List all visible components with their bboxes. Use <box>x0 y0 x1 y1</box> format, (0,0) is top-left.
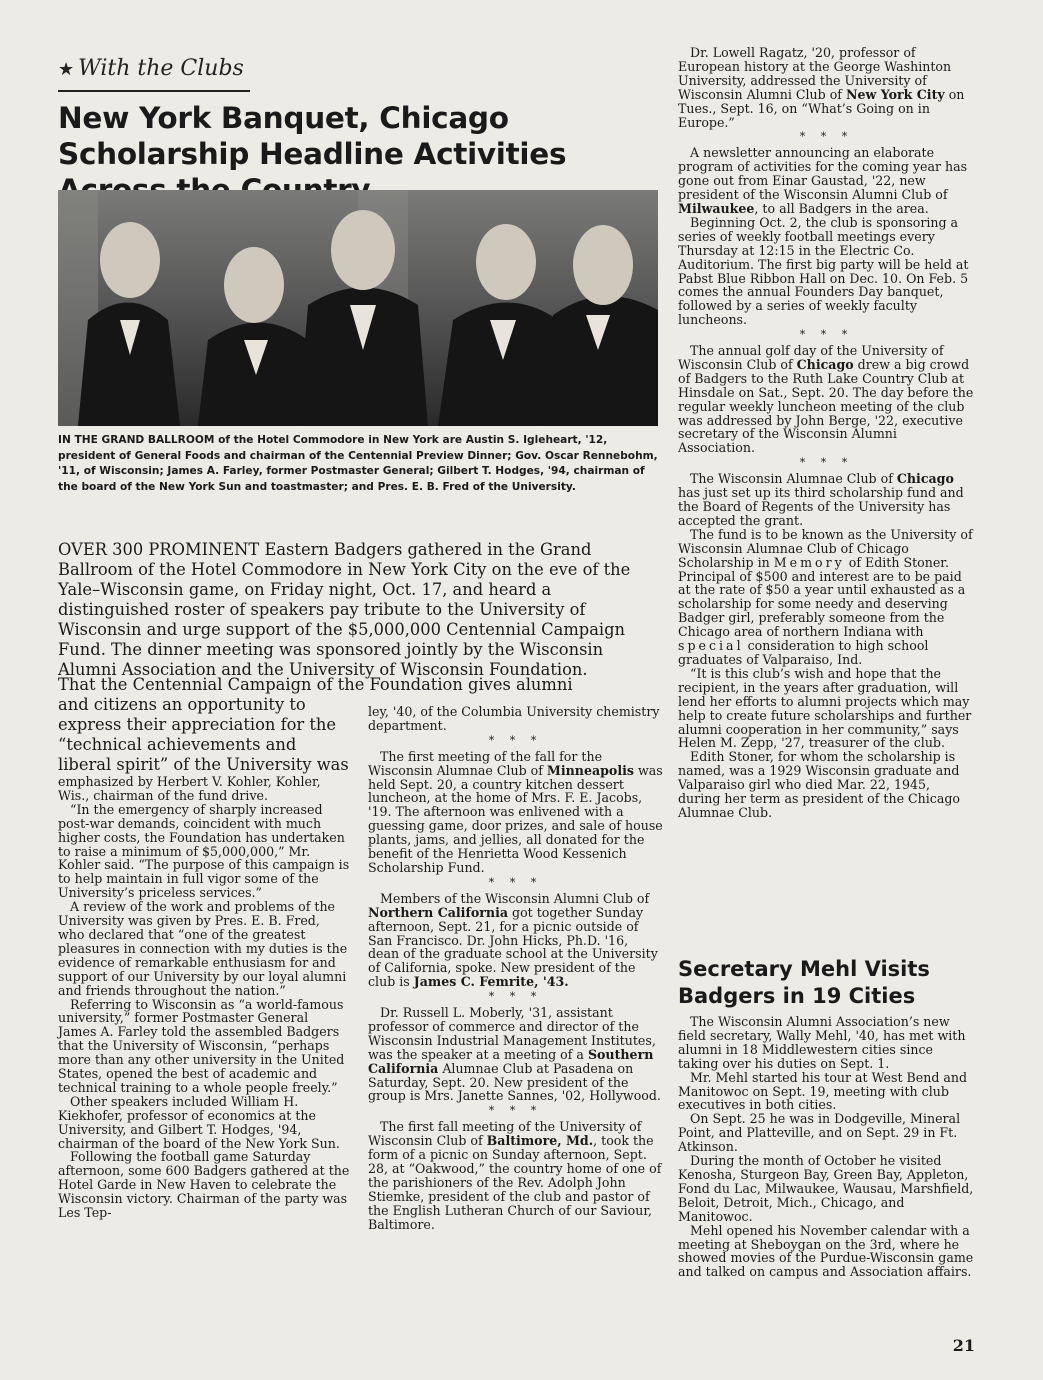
paragraph: On Sept. 25 he was in Dodgeville, Mineral Point, and Platteville, and on Sept. 29 in Ft. Atkinson. <box>678 1111 961 1155</box>
article-column-2 <box>368 705 663 1232</box>
article-column-1 <box>58 695 350 1220</box>
paragraph: and citizens an opportunity to express their appreciation for the “technical achievements and liberal spirit” of the University was <box>58 695 349 774</box>
paragraph: Other speakers included William H. Kiekhofer, professor of economics at the University, and Gilbert T. Hodges, '94, chairman of the board of the New York Sun. <box>58 1093 340 1151</box>
paragraph: During the month of October he visited Kenosha, Sturgeon Bay, Green Bay, Appleton, Fond du Lac, Milwaukee, Wausau, Marshfield, Beloit, Detroit, Mich., Chicago, and Manitowoc. <box>678 1153 974 1224</box>
paragraph: The Wisconsin Alumnae Club of Chicago has just set up its third scholarship fund and the Board of Regents of the University has accepted the grant. <box>678 471 964 528</box>
section-label: With the Clubs <box>78 56 244 81</box>
paragraph: Dr. Lowell Ragatz, '20, professor of European history at the George Washinton University, addressed the University of Wisconsin Alumni Club of New York City on Tues., Sept. 16, on “What’s Going on in Europe.” <box>678 45 965 130</box>
article-column-3 <box>678 46 975 820</box>
paragraph: Following the football game Saturday afternoon, some 600 Badgers gathered at the Hotel Garde in New Haven to celebrate the Wisconsin victory. Chairman of the party was Les Tep- <box>58 1149 350 1221</box>
separator: * * * <box>799 456 854 470</box>
separator: * * * <box>799 328 854 342</box>
section-heading <box>58 56 258 81</box>
paragraph: Edith Stoner, for whom the scholarship is named, was a 1929 Wisconsin graduate and Valparaiso girl who died Mar. 22, 1945, during her term as president of the Chicago Alumnae Club. <box>678 749 961 820</box>
separator: * * * <box>799 130 854 144</box>
paragraph: Mr. Mehl started his tour at West Bend and Manitowoc on Sept. 19, meeting with club executives in both cities. <box>678 1069 968 1113</box>
separator: * * * <box>488 875 543 889</box>
page-number: 21 <box>952 1336 975 1355</box>
section-rule <box>58 90 250 92</box>
group-photo <box>58 190 658 426</box>
paragraph: The annual golf day of the University of Wisconsin Club of Chicago drew a big crowd of Badgers to the Ruth Lake Country Club at Hinsdale on Sat., Sept. 20. The day before the regular weekly luncheon meeting of the club was addressed by John Berge, '22, executive secretary of the Wisconsin Alumni Association. <box>678 343 974 456</box>
separator: * * * <box>488 1104 543 1118</box>
photo-illustration <box>58 190 658 426</box>
paragraph: ley, '40, of the Columbia University chemistry department. <box>368 704 660 733</box>
paragraph: “It is this club’s wish and hope that the recipient, in the years after graduation, will lend her efforts to alumni projects which may help to create future scholarships and further alumni cooperation in her community,” says Helen M. Zepp, '27, treasurer of the club. <box>678 665 972 751</box>
paragraph: The Wisconsin Alumni Association’s new field secretary, Wally Mehl, '40, has met with alumni in 18 Middlewestern cities since taking over his duties on Sept. 1. <box>678 1014 966 1071</box>
separator: * * * <box>488 990 543 1004</box>
paragraph: Beginning Oct. 2, the club is sponsoring a series of weekly football meetings every Thursday at 12:15 in the Electric Co. Auditorium. The first big party will be held at Pabst Blue Ribbon Hall on Dec. 10. On Feb. 5 comes the annual Founders Day banquet, followed by a series of weekly faculty luncheons. <box>678 214 969 328</box>
article-column-3-secondary <box>678 1015 975 1279</box>
paragraph: A review of the work and problems of the University was given by Pres. E. B. Fred, who declared that “one of the greatest pleasures in connection with my duties is the evidence of remarkable enthusiasm for and support of our University by our loyal alumni and friends throughout the nation.” <box>58 899 348 998</box>
subheadline: Secretary Mehl Visits Badgers in 19 Cities <box>678 957 930 1008</box>
paragraph: Mehl opened his November calendar with a meeting at Sheboygan on the 3rd, where he showed movies of the Purdue-Wisconsin game and talked on campus and Association affairs. <box>678 1222 974 1280</box>
paragraph: The first meeting of the fall for the Wisconsin Alumnae Club of Minneapolis was held Sept. 20, a country kitchen dessert luncheon, at the home of Mrs. F. E. Jacobs, '19. The afternoon was enlivened with a guessing game, door prizes, and sale of house plants, jams, and jellies, all donated for the benefit of the Henrietta Wood Kessenich Scholarship Fund. <box>368 748 663 875</box>
lead-continuation: That the Centennial Campaign of the Foundation gives alumni <box>58 675 573 694</box>
paragraph: The first fall meeting of the University of Wisconsin Club of Baltimore, Md., took the form of a picnic on Sunday afternoon, Sept. 28, at “Oakwood,” the country home of one of the parishioners of the Rev. Adolph John Stiemke, president of the club and pastor of the English Lutheran Church of our Saviour, Baltimore. <box>368 1119 662 1232</box>
paragraph: Referring to Wisconsin as “a world-famous university,” former Postmaster General James A. Farley told the assembled Badgers that the University of Wisconsin, “perhaps more than any other university in the United States, opened the best of academic and technical training to a whole people freely.” <box>58 996 345 1095</box>
star-icon: ★ <box>58 59 75 80</box>
paragraph: Members of the Wisconsin Alumni Club of Northern California got together Sunday afternoon, Sept. 21, for a picnic outside of San Francisco. Dr. John Hicks, Ph.D. '16, dean of the graduate school at the University of California, spoke. New president of the club is James C. Femrite, '43. <box>368 890 658 990</box>
separator: * * * <box>488 733 543 747</box>
headline: New York Banquet, Chicago Scholarship Headline Activities <box>58 101 567 171</box>
paragraph: Dr. Russell L. Moberly, '31, assistant professor of commerce and director of the Wisconsin Industrial Management Institutes, was the speaker at a meeting of a Southern California Alumnae Club at Pasadena on Saturday, Sept. 20. New president of the group is Mrs. Janette Sannes, '02, Hollywood. <box>368 1005 661 1104</box>
paragraph: The fund is to be known as the University of Wisconsin Alumnae Club of Chicago Scholarship in Memory of Edith Stoner. Principal of $500 and interest are to be paid at the rate of $50 a year until exhausted as a scholarship for some needy and deserving Badger girl, preferably someone from the Chicago area of northern Indiana with special consideration to high school graduates of Valparaiso, Ind. <box>678 526 973 667</box>
lead-paragraph: OVER 300 PROMINENT Eastern Badgers gathered in the Grand Ballroom of the Hotel Commodore in New York City on the eve of the Yale–Wisconsin game, on Friday night, Oct. 17, and heard a distinguished roster of speakers pay tribute to the University of Wisconsin and urge support of the $5,000,000 Centennial Campaign Fund. The dinner meeting was sponsored jointly by the Wisconsin Alumni Association and the University of Wisconsin Foundation. <box>58 540 631 679</box>
photo-caption: IN THE GRAND BALLROOM of the Hotel Commodore in New York are Austin S. Igleheart, '12, president of General Foods and chairman of the Centennial Preview Dinner; Gov. Oscar Rennebohm, '11, of Wisconsin; James A. Farley, former Postmaster General; Gilbert T. Hodges, '94, chairman of the board of the New York Sun and toastmaster; and Pres. E. B. Fred of the University. <box>58 434 658 493</box>
paragraph: emphasized by Herbert V. Kohler, Kohler, Wis., chairman of the fund drive. <box>58 774 321 803</box>
paragraph: A newsletter announcing an elaborate program of activities for the coming year has gone out from Einar Gaustad, '22, new president of the Wisconsin Alumni Club of Milwaukee, to all Badgers in the area. <box>678 145 968 216</box>
paragraph: “In the emergency of sharply increased post-war demands, coincident with much higher costs, the Foundation has undertaken to raise a minimum of $5,000,000,” Mr. Kohler said. “The purpose of this campaign is to help maintain in full vigor some of the University’s priceless services.” <box>58 801 350 901</box>
